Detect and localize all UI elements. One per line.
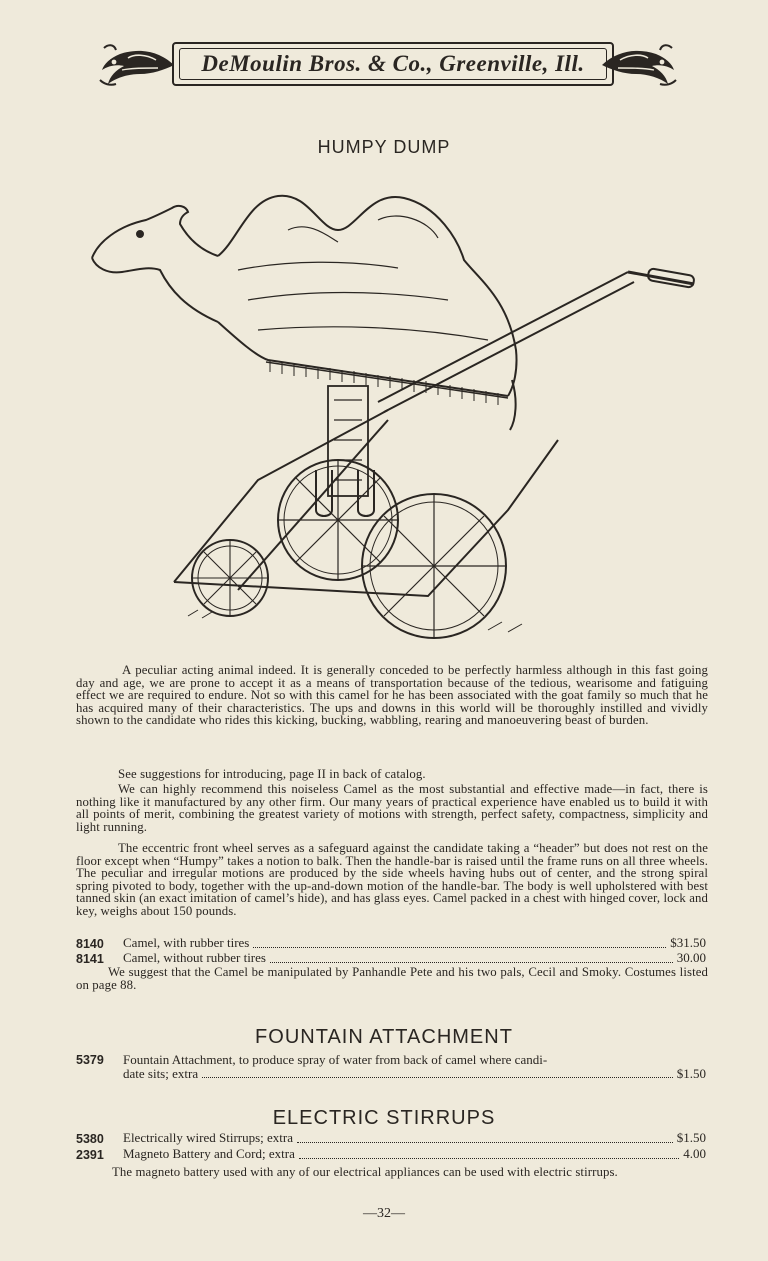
item-description: Fountain Attachment, to produce spray of water from back of camel where candi- [123,1052,548,1067]
item-number: 5380 [76,1132,104,1146]
fountain-heading: FOUNTAIN ATTACHMENT [255,1026,513,1048]
page-number: —32— [363,1206,405,1221]
battery-note: The magneto battery used with any of our electrical appliances can be used with electric stirrups. [112,1165,618,1179]
description-paragraph: A peculiar acting animal indeed. It is generally conceded to be perfectly harmless although in this fast going day and age, we are prone to accept it as a means of transportation because of the tedious, wearisome and fatiguing effect we are required to endure. Not so with this camel for he has been associated with the goat family so much that he has acquired many of their characteristics. The ups and downs in this world will be thoroughly instilled and vividly shown to the candidate who rides this kicking, bucking, wabbling, rearing and manoeuvering beast of burden. [76,663,708,728]
leader-dots [253,947,666,948]
item-description: Electrically wired Stirrups; extra [123,1130,294,1145]
introduction-reference: See suggestions for introducing, page II in back of catalog. [118,767,426,781]
header-title-box [172,42,614,86]
price-list-item [76,935,706,951]
leader-dots [202,1077,673,1078]
camel-on-wheels-illustration [88,190,720,660]
item-price: 30.00 [676,950,706,965]
price-list-item [76,1053,706,1081]
header-banner [98,36,678,94]
suggestion-note: We suggest that the Camel be manipulated by Panhandle Pete and his two pals, Cecil and Smoky. Costumes listed on page 88. [76,965,708,992]
right-ornament-icon [600,40,678,90]
item-description-tail: date sits; extra [123,1066,199,1081]
item-price: $31.50 [670,935,706,950]
product-heading: HUMPY DUMP [317,137,451,157]
leader-dots [297,1142,673,1143]
recommendation-paragraph: We can highly recommend this noiseless Camel as the most substantial and effective made—in fact, there is nothing like it manufactured by any other firm. Our many years of practical experience have enabled us to build it with all points of merit, combining the greatest variety of motions with strength, perfect safety, compactness, simplicity and light running. [76,782,708,834]
item-number: 5379 [76,1053,104,1067]
item-description-continued [76,1067,706,1081]
left-ornament-icon [98,40,176,90]
item-description: Magneto Battery and Cord; extra [123,1146,295,1161]
item-price: 4.00 [683,1146,706,1161]
item-price: $1.50 [676,1066,706,1081]
stirrups-heading: ELECTRIC STIRRUPS [272,1107,496,1129]
item-number: 8141 [76,952,104,966]
price-list-item [76,1146,706,1162]
item-description: Camel, with rubber tires [123,935,250,950]
item-price: $1.50 [676,1130,706,1145]
item-number: 2391 [76,1148,104,1162]
header-title: DeMoulin Bros. & Co., Greenville, Ill. [201,51,585,76]
item-description: Camel, without rubber tires [123,950,266,965]
leader-dots [299,1158,679,1159]
price-list-item [76,950,706,966]
leader-dots [270,962,673,963]
price-list-item [76,1130,706,1146]
item-number: 8140 [76,937,104,951]
mechanism-paragraph: The eccentric front wheel serves as a safeguard against the candidate taking a “header” but does not rest on the floor except when “Humpy” takes a notion to balk. Then the handle-bar is raised until the frame runs on all three wheels. The peculiar and irregular motions are produced by the side wheels having hubs out of center, and the strong spiral spring pivoted to body, together with the up-and-down motion of the handle-bar. The body is well upholstered with best tanned skin (an exact imitation of camel’s hide), and has glass eyes. Camel packed in a chest with hinged cover, lock and key, weighs about 150 pounds. [76,841,708,918]
